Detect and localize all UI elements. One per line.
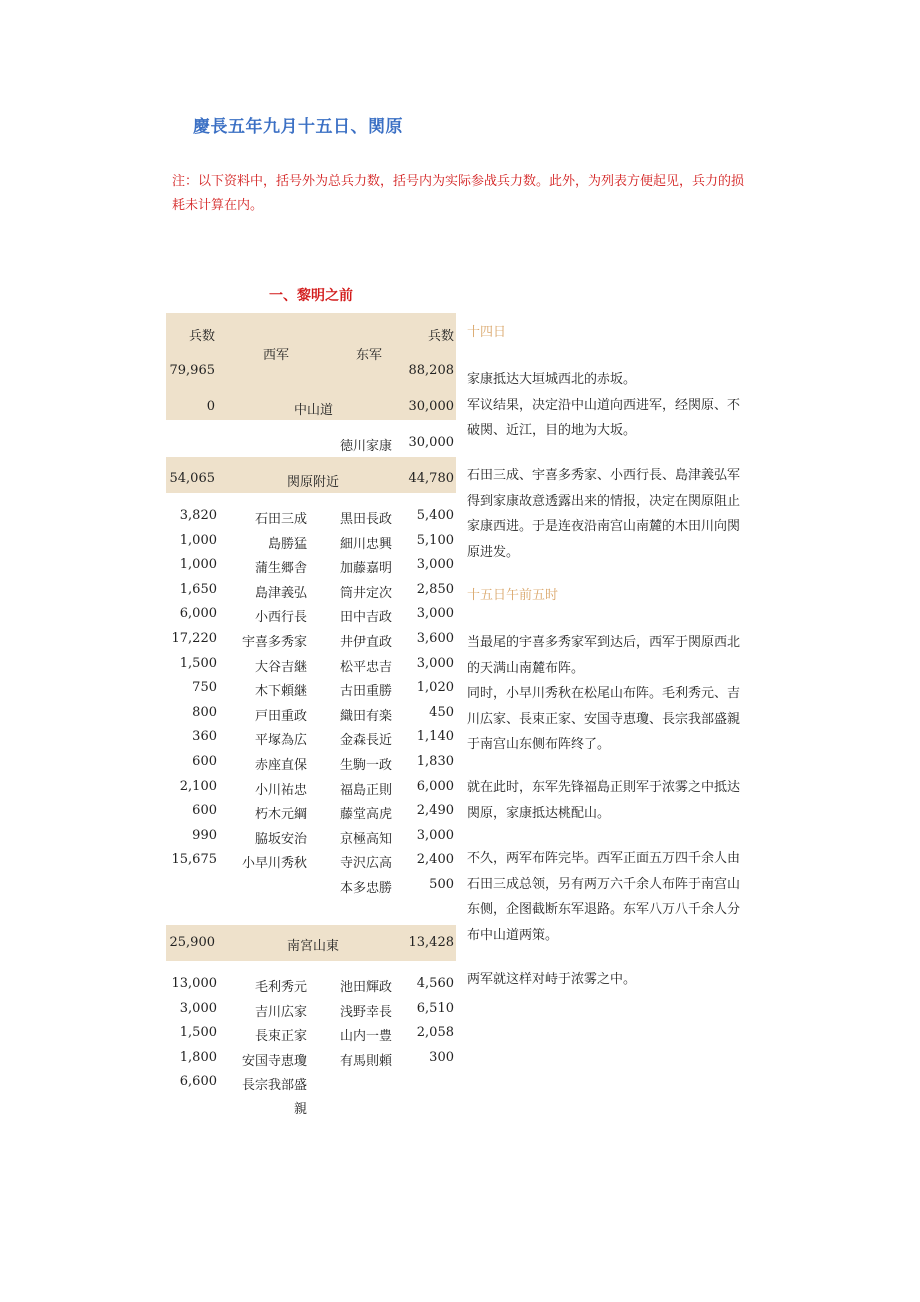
nangu-east: 13,428	[408, 935, 454, 950]
sekigahara-label: 関原附近	[287, 475, 340, 490]
west-count: 1,800	[179, 1049, 217, 1065]
east-commander: 藤堂高虎	[340, 807, 393, 823]
table-header	[166, 313, 456, 420]
header-east-total: 88,208	[408, 363, 454, 378]
narrative-p2: 石田三成、宇喜多秀家、小西行長、島津義弘军得到家康故意透露出来的情报，决定在関原阻止家康西进。于是连夜沿南宫山南麓的木田川向関原进发。	[467, 468, 741, 560]
narrative-p1b: 军议结果，决定沿中山道向西进军，经関原、不破関、近江，目的地为大坂。	[467, 397, 741, 438]
table-row	[166, 627, 456, 651]
west-count: 1,650	[179, 581, 217, 597]
west-count: 2,100	[179, 778, 217, 794]
west-commander: 蒲生郷舎	[254, 561, 307, 577]
east-count: 2,490	[416, 803, 454, 819]
narrative-p3b: 同时，小早川秀秋在松尾山布阵。毛利秀元、吉川広家、長束正家、安国寺恵瓊、長宗我部盛親于南宫山东侧布阵终了。	[467, 686, 741, 752]
west-commander: 小早川秀秋	[241, 856, 307, 872]
west-count: 750	[192, 680, 217, 696]
narrative-block-3	[467, 630, 747, 758]
east-commander: 本多忠勝	[340, 881, 393, 896]
west-count: 13,000	[171, 976, 217, 991]
east-commander: 金森長近	[340, 733, 393, 749]
east-commander: 福島正則	[340, 782, 393, 798]
table-row	[166, 578, 456, 602]
east-commander: 浅野幸長	[340, 1004, 393, 1020]
section-title: 一、黎明之前	[269, 288, 353, 304]
east-count: 2,850	[416, 581, 454, 597]
west-commander: 平塚為広	[254, 733, 307, 749]
east-count: 3,000	[416, 557, 454, 573]
west-commander: 島津義弘	[254, 585, 307, 601]
east-commander: 井伊直政	[340, 635, 393, 650]
tokugawa-row	[166, 431, 456, 455]
sekigahara-header	[166, 457, 456, 493]
narrative-block-1	[467, 367, 747, 444]
east-count: 3,600	[416, 631, 454, 646]
narrative-time-2	[467, 583, 747, 609]
east-count: 5,100	[416, 532, 454, 548]
west-count: 3,820	[179, 508, 217, 523]
east-count: 6,000	[416, 778, 454, 794]
east-commander: 織田有楽	[340, 708, 393, 724]
header-bingshu-left: 兵数	[188, 329, 215, 344]
west-commander: 吉川広家	[254, 1004, 307, 1020]
table-row	[166, 750, 456, 774]
nangu-wrap-text: 親	[293, 1102, 307, 1117]
narrative-p4: 就在此时，东军先锋福島正則军于浓雾之中抵达関原，家康抵达桃配山。	[467, 780, 741, 821]
west-commander: 木下頼継	[254, 684, 307, 700]
narrative-column	[467, 320, 747, 346]
west-commander: 赤座直保	[254, 758, 307, 773]
tokugawa-name: 徳川家康	[340, 439, 393, 454]
west-count: 1,000	[179, 532, 217, 548]
table-row	[166, 775, 456, 799]
nangu-label: 南宮山東	[287, 939, 340, 954]
west-commander: 長宗我部盛	[241, 1078, 307, 1094]
table-row	[166, 553, 456, 577]
east-count: 2,400	[416, 852, 454, 868]
west-count: 15,675	[171, 852, 217, 868]
narrative-block-2	[467, 463, 747, 565]
table-row	[166, 725, 456, 749]
west-count: 1,000	[179, 557, 217, 573]
time-label-15: 十五日午前五时	[467, 588, 559, 603]
west-count: 990	[192, 827, 217, 843]
west-commander: 石田三成	[254, 512, 307, 527]
table-row	[166, 602, 456, 626]
east-commander: 寺沢広高	[340, 856, 393, 872]
nakasendo-east: 30,000	[408, 399, 454, 414]
narrative-p5: 不久，两军布阵完毕。西军正面五万四千余人由石田三成总领，另有两万六千余人布阵于南宫山东侧，企图截断东军退路。东军八万八千余人分布中山道两策。	[467, 851, 741, 943]
page-title: 慶長五年九月十五日、関原	[193, 117, 403, 137]
nangu-wrap-row	[166, 1094, 456, 1118]
table-row	[166, 1046, 456, 1070]
east-commander: 池田輝政	[340, 980, 393, 995]
table-row	[166, 997, 456, 1021]
east-commander: 山内一豊	[340, 1029, 393, 1045]
nangu-west: 25,900	[169, 935, 215, 950]
table-row	[166, 1021, 456, 1045]
east-commander: 黒田長政	[340, 512, 393, 527]
table-row	[166, 824, 456, 848]
table-row	[166, 504, 456, 528]
west-count: 360	[192, 729, 217, 745]
narrative-p3a: 当最尾的宇喜多秀家军到达后，西军于関原西北的天满山南麓布阵。	[467, 635, 741, 676]
nakasendo-label: 中山道	[294, 403, 334, 418]
narrative-block-4	[467, 775, 747, 826]
table-row	[166, 799, 456, 823]
table-row	[166, 652, 456, 676]
table-row	[166, 848, 456, 872]
west-count: 600	[192, 754, 217, 769]
east-count: 4,560	[416, 976, 454, 991]
narrative-block-6	[467, 967, 747, 993]
west-commander: 小川祐忠	[254, 782, 307, 798]
east-count: 5,400	[416, 508, 454, 523]
east-count: 3,000	[416, 655, 454, 671]
east-commander: 細川忠興	[340, 536, 393, 552]
note-text: 注：以下资料中，括号外为总兵力数，括号内为实际参战兵力数。此外，为列表方便起见，兵力的损耗未计算在内。	[172, 174, 745, 213]
east-count: 450	[429, 704, 454, 720]
header-bingshu-right: 兵数	[427, 329, 454, 344]
west-count: 3,000	[179, 1000, 217, 1016]
west-commander: 島勝猛	[267, 536, 307, 552]
west-count: 17,220	[171, 631, 217, 646]
west-count: 6,600	[179, 1074, 217, 1090]
east-count: 1,830	[416, 754, 454, 769]
west-count: 1,500	[179, 1025, 217, 1041]
header-west-total: 79,965	[169, 363, 215, 378]
west-count: 800	[192, 704, 217, 720]
east-count: 3,000	[416, 827, 454, 843]
table-row	[166, 972, 456, 996]
west-commander: 脇坂安治	[254, 831, 307, 847]
east-count: 6,510	[416, 1000, 454, 1016]
table-row	[166, 676, 456, 700]
east-commander: 京極高知	[340, 831, 393, 847]
west-commander: 長束正家	[254, 1029, 307, 1045]
header-west: 西军	[263, 348, 290, 363]
west-commander: 朽木元綱	[254, 807, 307, 823]
sekigahara-west: 54,065	[169, 471, 215, 486]
east-commander: 有馬則頼	[340, 1053, 393, 1069]
west-commander: 毛利秀元	[254, 980, 307, 995]
east-count: 1,020	[416, 680, 454, 696]
east-count: 500	[429, 877, 454, 892]
west-commander: 戸田重政	[254, 708, 307, 724]
nangu-header	[166, 925, 456, 961]
west-commander: 小西行長	[254, 610, 307, 626]
nakasendo-west: 0	[206, 399, 215, 414]
time-label-14: 十四日	[467, 325, 507, 340]
table-row	[166, 873, 456, 897]
table-row	[166, 701, 456, 725]
table-row	[166, 1070, 456, 1094]
west-count: 1,500	[179, 655, 217, 671]
east-commander: 松平忠吉	[340, 659, 393, 675]
tokugawa-value: 30,000	[408, 435, 454, 450]
east-count: 300	[429, 1049, 454, 1065]
narrative-p6: 两军就这样对峙于浓雾之中。	[467, 972, 637, 987]
east-count: 2,058	[416, 1025, 454, 1041]
east-commander: 古田重勝	[340, 684, 393, 700]
east-count: 3,000	[416, 606, 454, 622]
west-count: 600	[192, 803, 217, 819]
west-commander: 大谷吉継	[254, 659, 307, 675]
sekigahara-east: 44,780	[408, 471, 454, 486]
narrative-block-5	[467, 846, 747, 948]
east-commander: 生駒一政	[340, 758, 393, 773]
header-east: 东军	[356, 348, 383, 363]
west-commander: 宇喜多秀家	[241, 635, 307, 650]
east-commander: 加藤嘉明	[340, 561, 393, 577]
west-commander: 安国寺恵瓊	[241, 1053, 307, 1069]
table-row	[166, 529, 456, 553]
west-count: 6,000	[179, 606, 217, 622]
east-commander: 田中吉政	[340, 610, 393, 626]
east-count: 1,140	[416, 729, 454, 745]
narrative-p1a: 家康抵达大垣城西北的赤坂。	[467, 372, 637, 387]
east-commander: 筒井定次	[340, 585, 393, 601]
